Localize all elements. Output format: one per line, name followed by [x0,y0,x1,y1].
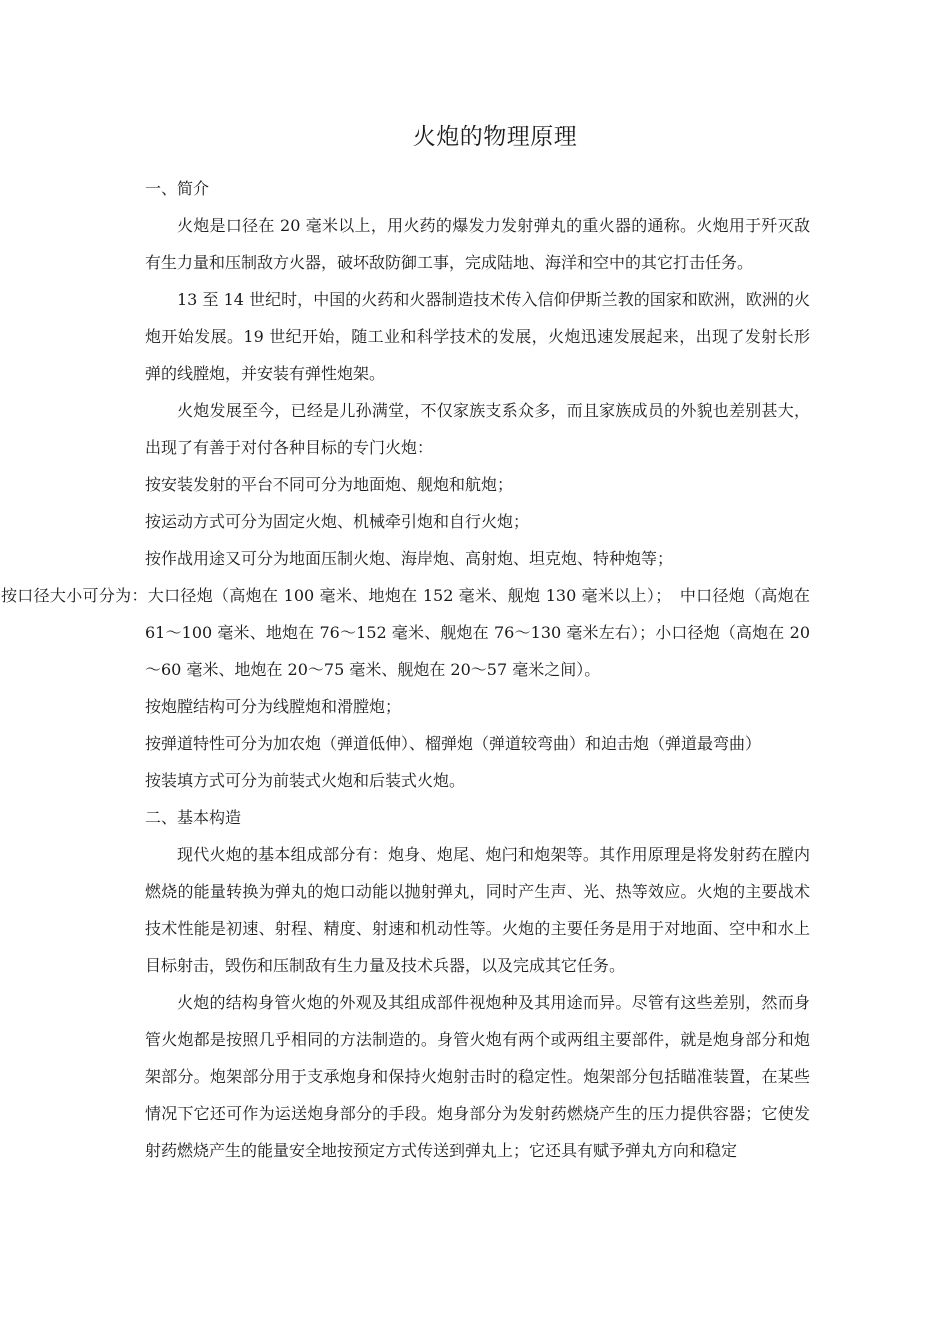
classification-item: 按弹道特性可分为加农炮（弹道低伸）、榴弹炮（弹道较弯曲）和迫击炮（弹道最弯曲） [145,734,762,753]
document-title: 火炮的物理原理 [412,124,578,150]
classification-item-caliber: 按口径大小可分为：大口径炮（高炮在 100 毫米、地炮在 152 毫米、舰炮 130 毫米以上）； 中口径炮（高炮在 61～100 毫米、地炮在 76～152 毫米、舰炮在 76～130 毫米左右）；小口径炮（高炮在 20～60 毫米、地炮在 20～75 毫米、舰炮在 20～57 毫米之间）。 [1,586,810,679]
document-body [1,170,810,1169]
paragraph: 13 至 14 世纪时，中国的火药和火器制造技术传入信仰伊斯兰教的国家和欧洲，欧洲的火炮开始发展。19 世纪开始，随工业和科学技术的发展，火炮迅速发展起来，出现了发射长形弹的线膛炮，并安装有弹性炮架。 [145,290,810,383]
section-heading-intro: 一、简介 [145,179,210,198]
paragraph: 火炮的结构身管火炮的外观及其组成部件视炮种及其用途而异。尽管有这些差别，然而身管火炮都是按照几乎相同的方法制造的。身管火炮有两个或两组主要部件，就是炮身部分和炮架部分。炮架部分用于支承炮身和保持火炮射击时的稳定性。炮架部分包括瞄准装置，在某些情况下它还可作为运送炮身部分的手段。炮身部分为发射药燃烧产生的压力提供容器；它使发射药燃烧产生的能量安全地按预定方式传送到弹丸上；它还具有赋予弹丸方向和稳定 [145,993,810,1160]
classification-item: 按安装发射的平台不同可分为地面炮、舰炮和航炮； [145,475,514,494]
paragraph: 现代火炮的基本组成部分有：炮身、炮尾、炮闩和炮架等。其作用原理是将发射药在膛内燃烧的能量转换为弹丸的炮口动能以抛射弹丸，同时产生声、光、热等效应。火炮的主要战术技术性能是初速、射程、精度、射速和机动性等。火炮的主要任务是用于对地面、空中和水上目标射击，毁伤和压制敌有生力量及技术兵器，以及完成其它任务。 [145,845,810,975]
classification-item: 按炮膛结构可分为线膛炮和滑膛炮； [145,697,402,716]
paragraph: 火炮是口径在 20 毫米以上，用火药的爆发力发射弹丸的重火器的通称。火炮用于歼灭敌有生力量和压制敌方火器，破坏敌防御工事，完成陆地、海洋和空中的其它打击任务。 [145,216,810,272]
classification-item: 按作战用途又可分为地面压制火炮、海岸炮、高射炮、坦克炮、特种炮等； [145,549,674,568]
section-heading-structure: 二、基本构造 [145,808,242,827]
classification-item: 按装填方式可分为前装式火炮和后装式火炮。 [145,771,466,790]
classification-item: 按运动方式可分为固定火炮、机械牵引炮和自行火炮； [145,512,530,531]
paragraph: 火炮发展至今，已经是儿孙满堂，不仅家族支系众多，而且家族成员的外貌也差别甚大，出现了有善于对付各种目标的专门火炮： [145,401,810,457]
